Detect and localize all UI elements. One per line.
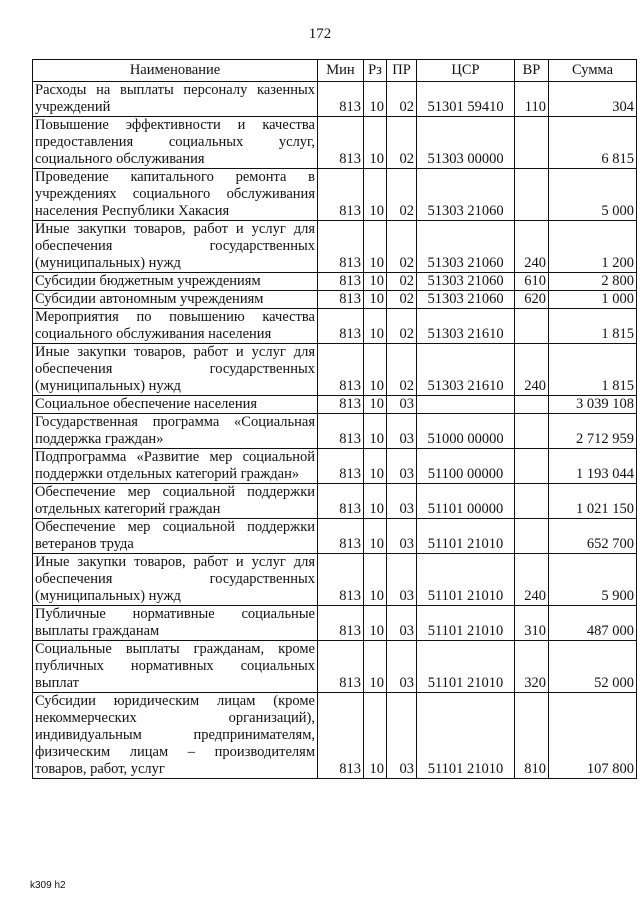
table-row <box>33 519 637 554</box>
cell-vr: 110 <box>515 82 549 117</box>
budget-table <box>32 59 637 779</box>
cell-name: Социальное обеспечение населения <box>33 396 318 414</box>
cell-vr: 240 <box>515 221 549 273</box>
header-vr: ВР <box>515 60 549 82</box>
cell-name: Проведение капитального ремонта в учреждениях социального обслуживания населения Республики Хакасия <box>33 169 318 221</box>
table-row <box>33 273 637 291</box>
cell-sum: 6 815 <box>549 117 637 169</box>
cell-rz: 10 <box>364 273 387 291</box>
cell-vr <box>515 484 549 519</box>
cell-pr: 02 <box>387 82 417 117</box>
cell-csr: 51101 21010 <box>417 641 515 693</box>
cell-pr: 02 <box>387 117 417 169</box>
cell-csr: 51000 00000 <box>417 414 515 449</box>
cell-csr: 51301 59410 <box>417 82 515 117</box>
cell-min: 813 <box>318 693 364 779</box>
cell-min: 813 <box>318 344 364 396</box>
cell-min: 813 <box>318 82 364 117</box>
cell-pr: 02 <box>387 273 417 291</box>
cell-name: Государственная программа «Социальная поддержка граждан» <box>33 414 318 449</box>
cell-vr: 610 <box>515 273 549 291</box>
cell-pr: 03 <box>387 414 417 449</box>
cell-csr: 51303 21610 <box>417 344 515 396</box>
cell-sum: 1 021 150 <box>549 484 637 519</box>
cell-vr <box>515 117 549 169</box>
cell-rz: 10 <box>364 641 387 693</box>
table-row <box>33 344 637 396</box>
cell-name: Публичные нормативные социальные выплаты гражданам <box>33 606 318 641</box>
cell-sum: 3 039 108 <box>549 396 637 414</box>
table-row <box>33 169 637 221</box>
table-row <box>33 414 637 449</box>
cell-rz: 10 <box>364 519 387 554</box>
header-rz: Рз <box>364 60 387 82</box>
cell-name: Подпрограмма «Развитие мер социальной поддержки отдельных категорий граждан» <box>33 449 318 484</box>
table-row <box>33 221 637 273</box>
cell-rz: 10 <box>364 414 387 449</box>
table-row <box>33 117 637 169</box>
footer-mark: k309 h2 <box>30 880 66 891</box>
cell-min: 813 <box>318 273 364 291</box>
cell-rz: 10 <box>364 221 387 273</box>
cell-sum: 1 815 <box>549 344 637 396</box>
cell-csr: 51303 21060 <box>417 273 515 291</box>
cell-sum: 5 900 <box>549 554 637 606</box>
cell-csr: 51100 00000 <box>417 449 515 484</box>
table-row <box>33 82 637 117</box>
header-sum: Сумма <box>549 60 637 82</box>
header-name: Наименование <box>33 60 318 82</box>
cell-pr: 02 <box>387 309 417 344</box>
cell-name: Иные закупки товаров, работ и услуг для обеспечения государственных (муниципальных) нужд <box>33 554 318 606</box>
cell-rz: 10 <box>364 169 387 221</box>
cell-vr: 620 <box>515 291 549 309</box>
cell-rz: 10 <box>364 117 387 169</box>
cell-csr: 51303 21610 <box>417 309 515 344</box>
cell-sum: 1 193 044 <box>549 449 637 484</box>
table-row <box>33 291 637 309</box>
cell-min: 813 <box>318 641 364 693</box>
cell-sum: 107 800 <box>549 693 637 779</box>
cell-sum: 2 712 959 <box>549 414 637 449</box>
cell-csr: 51303 21060 <box>417 291 515 309</box>
cell-sum: 52 000 <box>549 641 637 693</box>
table-row <box>33 309 637 344</box>
cell-name: Иные закупки товаров, работ и услуг для обеспечения государственных (муниципальных) нужд <box>33 344 318 396</box>
cell-min: 813 <box>318 291 364 309</box>
cell-rz: 10 <box>364 484 387 519</box>
cell-csr: 51303 21060 <box>417 169 515 221</box>
cell-csr: 51101 00000 <box>417 484 515 519</box>
cell-min: 813 <box>318 554 364 606</box>
table-row <box>33 554 637 606</box>
cell-sum: 304 <box>549 82 637 117</box>
cell-csr: 51101 21010 <box>417 554 515 606</box>
cell-pr: 02 <box>387 291 417 309</box>
cell-sum: 2 800 <box>549 273 637 291</box>
cell-rz: 10 <box>364 449 387 484</box>
table-row <box>33 606 637 641</box>
cell-name: Субсидии юридическим лицам (кроме некоммерческих организаций), индивидуальным предпринимателям, физическим лицам – производителям товаров, работ, услуг <box>33 693 318 779</box>
cell-min: 813 <box>318 221 364 273</box>
cell-min: 813 <box>318 396 364 414</box>
cell-min: 813 <box>318 519 364 554</box>
cell-vr <box>515 309 549 344</box>
cell-pr: 02 <box>387 221 417 273</box>
cell-name: Субсидии бюджетным учреждениям <box>33 273 318 291</box>
cell-name: Субсидии автономным учреждениям <box>33 291 318 309</box>
cell-pr: 03 <box>387 641 417 693</box>
cell-vr <box>515 169 549 221</box>
cell-rz: 10 <box>364 693 387 779</box>
cell-sum: 1 200 <box>549 221 637 273</box>
cell-pr: 03 <box>387 519 417 554</box>
cell-vr <box>515 414 549 449</box>
cell-rz: 10 <box>364 291 387 309</box>
cell-rz: 10 <box>364 82 387 117</box>
cell-vr: 240 <box>515 344 549 396</box>
table-body <box>33 82 637 779</box>
table-row <box>33 484 637 519</box>
cell-sum: 652 700 <box>549 519 637 554</box>
cell-csr <box>417 396 515 414</box>
cell-vr: 310 <box>515 606 549 641</box>
page-number: 172 <box>308 26 332 42</box>
cell-name: Иные закупки товаров, работ и услуг для обеспечения государственных (муниципальных) нужд <box>33 221 318 273</box>
cell-sum: 1 000 <box>549 291 637 309</box>
cell-csr: 51101 21010 <box>417 693 515 779</box>
cell-min: 813 <box>318 484 364 519</box>
cell-rz: 10 <box>364 554 387 606</box>
cell-csr: 51101 21010 <box>417 519 515 554</box>
table-header-row <box>33 60 637 82</box>
cell-min: 813 <box>318 606 364 641</box>
cell-name: Обеспечение мер социальной поддержки ветеранов труда <box>33 519 318 554</box>
cell-sum: 487 000 <box>549 606 637 641</box>
cell-rz: 10 <box>364 344 387 396</box>
cell-pr: 02 <box>387 344 417 396</box>
cell-csr: 51303 00000 <box>417 117 515 169</box>
table-row <box>33 449 637 484</box>
cell-min: 813 <box>318 309 364 344</box>
cell-pr: 03 <box>387 396 417 414</box>
cell-name: Расходы на выплаты персоналу казенных учреждений <box>33 82 318 117</box>
header-min: Мин <box>318 60 364 82</box>
table-row <box>33 693 637 779</box>
cell-rz: 10 <box>364 606 387 641</box>
cell-name: Повышение эффективности и качества предоставления социальных услуг, социального обслуживания <box>33 117 318 169</box>
cell-vr <box>515 396 549 414</box>
header-csr: ЦСР <box>417 60 515 82</box>
cell-pr: 03 <box>387 484 417 519</box>
cell-vr: 810 <box>515 693 549 779</box>
cell-pr: 03 <box>387 554 417 606</box>
table-row <box>33 641 637 693</box>
cell-min: 813 <box>318 414 364 449</box>
cell-name: Мероприятия по повышению качества социального обслуживания населения <box>33 309 318 344</box>
cell-min: 813 <box>318 449 364 484</box>
cell-vr <box>515 449 549 484</box>
header-pr: ПР <box>387 60 417 82</box>
cell-rz: 10 <box>364 309 387 344</box>
cell-rz: 10 <box>364 396 387 414</box>
cell-vr: 240 <box>515 554 549 606</box>
cell-vr: 320 <box>515 641 549 693</box>
cell-csr: 51303 21060 <box>417 221 515 273</box>
cell-vr <box>515 519 549 554</box>
cell-pr: 02 <box>387 169 417 221</box>
cell-name: Обеспечение мер социальной поддержки отдельных категорий граждан <box>33 484 318 519</box>
table-row <box>33 396 637 414</box>
cell-name: Социальные выплаты гражданам, кроме публичных нормативных социальных выплат <box>33 641 318 693</box>
cell-min: 813 <box>318 117 364 169</box>
cell-sum: 5 000 <box>549 169 637 221</box>
cell-csr: 51101 21010 <box>417 606 515 641</box>
cell-sum: 1 815 <box>549 309 637 344</box>
cell-pr: 03 <box>387 606 417 641</box>
cell-min: 813 <box>318 169 364 221</box>
cell-pr: 03 <box>387 693 417 779</box>
cell-pr: 03 <box>387 449 417 484</box>
